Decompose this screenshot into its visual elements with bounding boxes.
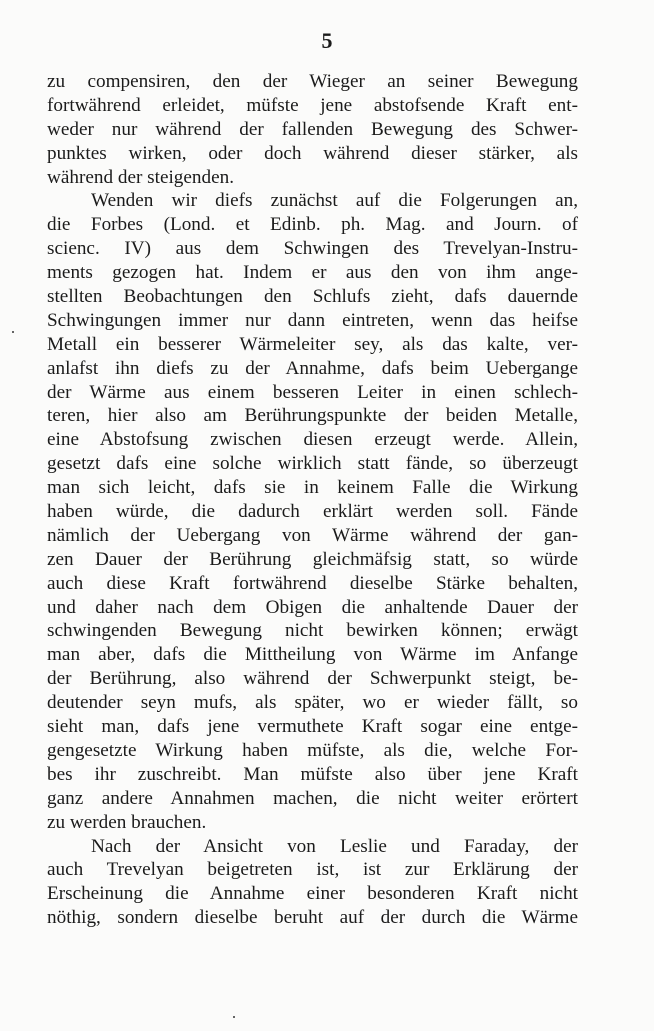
page-number: 5 [321,28,333,53]
text-line: teren, hier also am Berührungspunkte der beiden Metalle, [47,405,578,427]
text-line: zu compensiren, den der Wieger an seiner Bewegung [47,71,578,92]
body-text [47,70,578,930]
text-line: Erscheinung die Annahme einer besonderen Kraft nicht [47,883,578,905]
text-line: fortwährend erleidet, müfste jene abstofsende Kraft ent- [47,94,578,116]
text-line: sieht man, dafs jene vermuthete Kraft sogar eine entge- [47,716,578,738]
text-line: Wenden wir diefs zunächst auf die Folgerungen an, [91,190,578,212]
paragraph [47,189,578,834]
text-line: Nach der Ansicht von Leslie und Faraday, der [91,835,578,857]
text-line: Schwingungen immer nur dann eintreten, wenn das heifse [47,309,578,331]
text-line: der Wärme aus einem besseren Leiter in einen schlech- [47,381,578,403]
text-line: zu werden brauchen. [47,811,207,833]
print-speck [233,1016,235,1018]
text-line: weder nur während der fallenden Bewegung des Schwer- [47,118,578,140]
text-line: deutender seyn mufs, als später, wo er wieder fällt, so [47,692,578,714]
text-line: gesetzt dafs eine solche wirklich statt fände, so überzeugt [47,453,578,475]
text-line: anlafst ihn diefs zu der Annahme, dafs beim Uebergange [47,357,578,379]
print-speck [12,331,14,333]
text-line: ments gezogen hat. Indem er aus den von ihm ange- [47,262,578,284]
text-line: die Forbes (Lond. et Edinb. ph. Mag. and Journ. of [47,214,578,236]
text-line: der Berührung, also während der Schwerpunkt steigt, be- [47,668,578,690]
text-line: scienc. IV) aus dem Schwingen des Trevelyan-Instru- [47,238,578,260]
paragraph [47,835,578,931]
text-line: zen Dauer der Berührung gleichmäfsig statt, so würde [47,548,578,570]
text-line: auch diese Kraft fortwährend dieselbe Stärke behalten, [47,572,578,594]
text-line: schwingenden Bewegung nicht bewirken können; erwägt [47,620,578,642]
text-line: während der steigenden. [47,166,235,188]
text-line: haben würde, die dadurch erklärt werden soll. Fände [47,501,578,523]
text-line: bes ihr zuschreibt. Man müfste also über jene Kraft [47,763,578,785]
paragraph [47,70,578,189]
text-line: man sich leicht, dafs sie in keinem Falle die Wirkung [47,477,578,499]
text-line: stellten Beobachtungen den Schlufs zieht, dafs dauernde [47,286,578,308]
text-line: auch Trevelyan beigetreten ist, ist zur Erklärung der [47,859,578,881]
text-line: eine Abstofsung zwischen diesen erzeugt werde. Allein, [47,429,578,451]
text-line: ganz andere Annahmen machen, die nicht weiter erörtert [47,787,578,809]
text-line: Metall ein besserer Wärmeleiter sey, als das kalte, ver- [47,333,578,355]
text-line: nöthig, sondern dieselbe beruht auf der durch die Wärme [47,907,578,929]
text-line: gengesetzte Wirkung haben müfste, als die, welche For- [47,739,578,761]
text-line: nämlich der Uebergang von Wärme während der gan- [47,524,578,546]
text-line: punktes wirken, oder doch während dieser stärker, als [47,142,578,164]
text-line: und daher nach dem Obigen die anhaltende Dauer der [47,596,578,618]
text-line: man aber, dafs die Mittheilung von Wärme im Anfange [47,644,578,666]
